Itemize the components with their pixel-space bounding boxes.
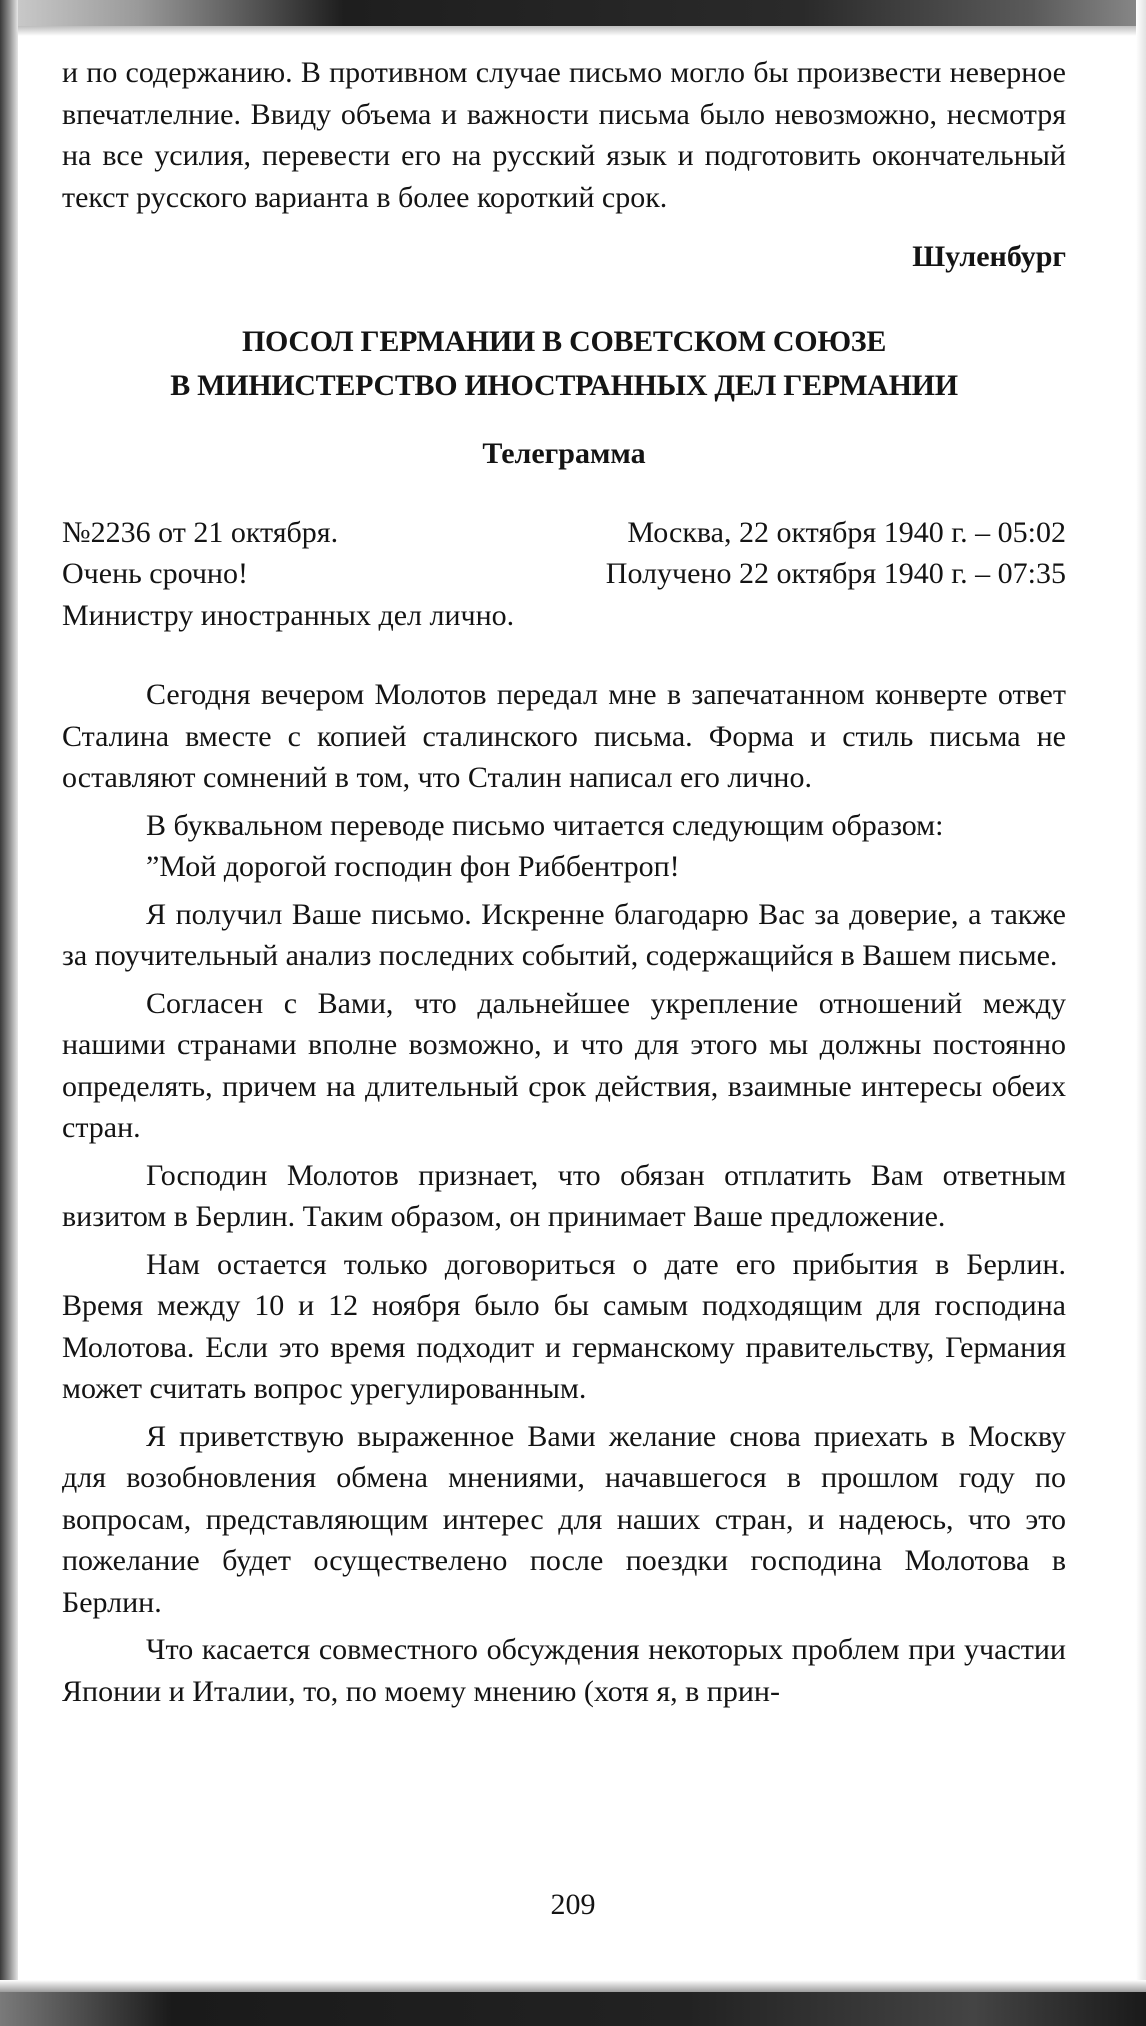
scan-right-edge xyxy=(1136,0,1146,2026)
telegram-urgency: Очень срочно! xyxy=(62,557,248,590)
page-number: 209 xyxy=(550,1888,596,1921)
telegram-meta xyxy=(62,512,1066,637)
body-paragraph-1: Сегодня вечером Молотов передал мне в запечатанном конверте ответ Сталина вместе с копией сталинского письма. Форма и стиль письма не оставляют сомнений в том, что Сталин написал его лично. xyxy=(62,678,1066,794)
body-paragraph-9: Что касается совместного обсуждения некоторых проблем при участии Японии и Италии, то, по моему мнению (хотя я, в прин- xyxy=(62,1633,1066,1708)
meta-row-1 xyxy=(62,512,1066,554)
body-paragraph-7: Нам остается только договориться о дате его прибытия в Берлин. Время между 10 и 12 ноября было бы самым подходящим для господина Молотова. Если это время подходит и германскому правительству, Германия может считать вопрос урегулированным. xyxy=(62,1247,1066,1405)
meta-row-3 xyxy=(62,595,1066,637)
telegram-place-date: Москва, 22 октября 1940 г. – 05:02 xyxy=(627,515,1066,549)
scan-bottom-edge xyxy=(0,1992,1146,2026)
body-paragraph-8: Я приветствую выраженное Вами желание снова приехать в Москву для возобновления обмена мнениями, начавшегося в прошлом году по вопросам, представляющим интерес для наших стран, и надеюсь, что это пожелание будет осуществелено после поездки господина Молотова в Берлин. xyxy=(62,1419,1066,1619)
scan-top-shadow xyxy=(0,26,1146,36)
body-paragraph-5: Согласен с Вами, что дальнейшее укрепление отношений между нашими странами вполне возможно, и что для этого мы должны постоянно определять, причем на длительный срок действия, взаимные интересы обеих стран. xyxy=(62,986,1066,1144)
body-paragraph-4: Я получил Ваше письмо. Искренне благодарю Вас за доверие, а также за поучительный анализ последних событий, содержащийся в Вашем письме. xyxy=(62,897,1066,972)
telegram-received: Получено 22 октября 1940 г. – 07:35 xyxy=(605,557,1066,590)
document-title xyxy=(62,320,1066,408)
document-title-line-2: В МИНИСТЕРСТВО ИНОСТРАННЫХ ДЕЛ ГЕРМАНИИ xyxy=(170,368,958,402)
signature: Шуленбург xyxy=(912,240,1066,273)
telegram-number: №2236 от 21 октября. xyxy=(62,515,339,549)
document-subtitle: Телеграмма xyxy=(482,436,646,470)
telegram-addressee: Министру иностранных дел лично. xyxy=(62,598,515,632)
document-title-line-1: ПОСОЛ ГЕРМАНИИ В СОВЕТСКОМ СОЮЗЕ xyxy=(241,324,887,358)
page-content xyxy=(62,52,1066,1712)
scan-left-edge xyxy=(0,0,18,2026)
body-paragraph-3: ”Мой дорогой господин фон Риббентроп! xyxy=(146,850,680,883)
intro-paragraph: и по содержанию. В противном случае письмо могло бы произвести неверное впечатлелние. Ввиду объема и важности письма было невозможно, несмотря на все усилия, перевести его на русский язык и подготовить окончательный текст русского варианта в более короткий срок. xyxy=(62,56,1066,214)
meta-row-2 xyxy=(62,553,1066,595)
body-paragraph-2: В буквальном переводе письмо читается следующим образом: xyxy=(146,808,944,842)
scan-top-edge xyxy=(0,0,1146,26)
telegram-body xyxy=(62,674,1066,1712)
body-paragraph-6: Господин Молотов признает, что обязан отплатить Вам ответным визитом в Берлин. Таким образом, он принимает Ваше предложение. xyxy=(62,1158,1066,1233)
scan-bottom-shadow xyxy=(0,1980,1146,1992)
